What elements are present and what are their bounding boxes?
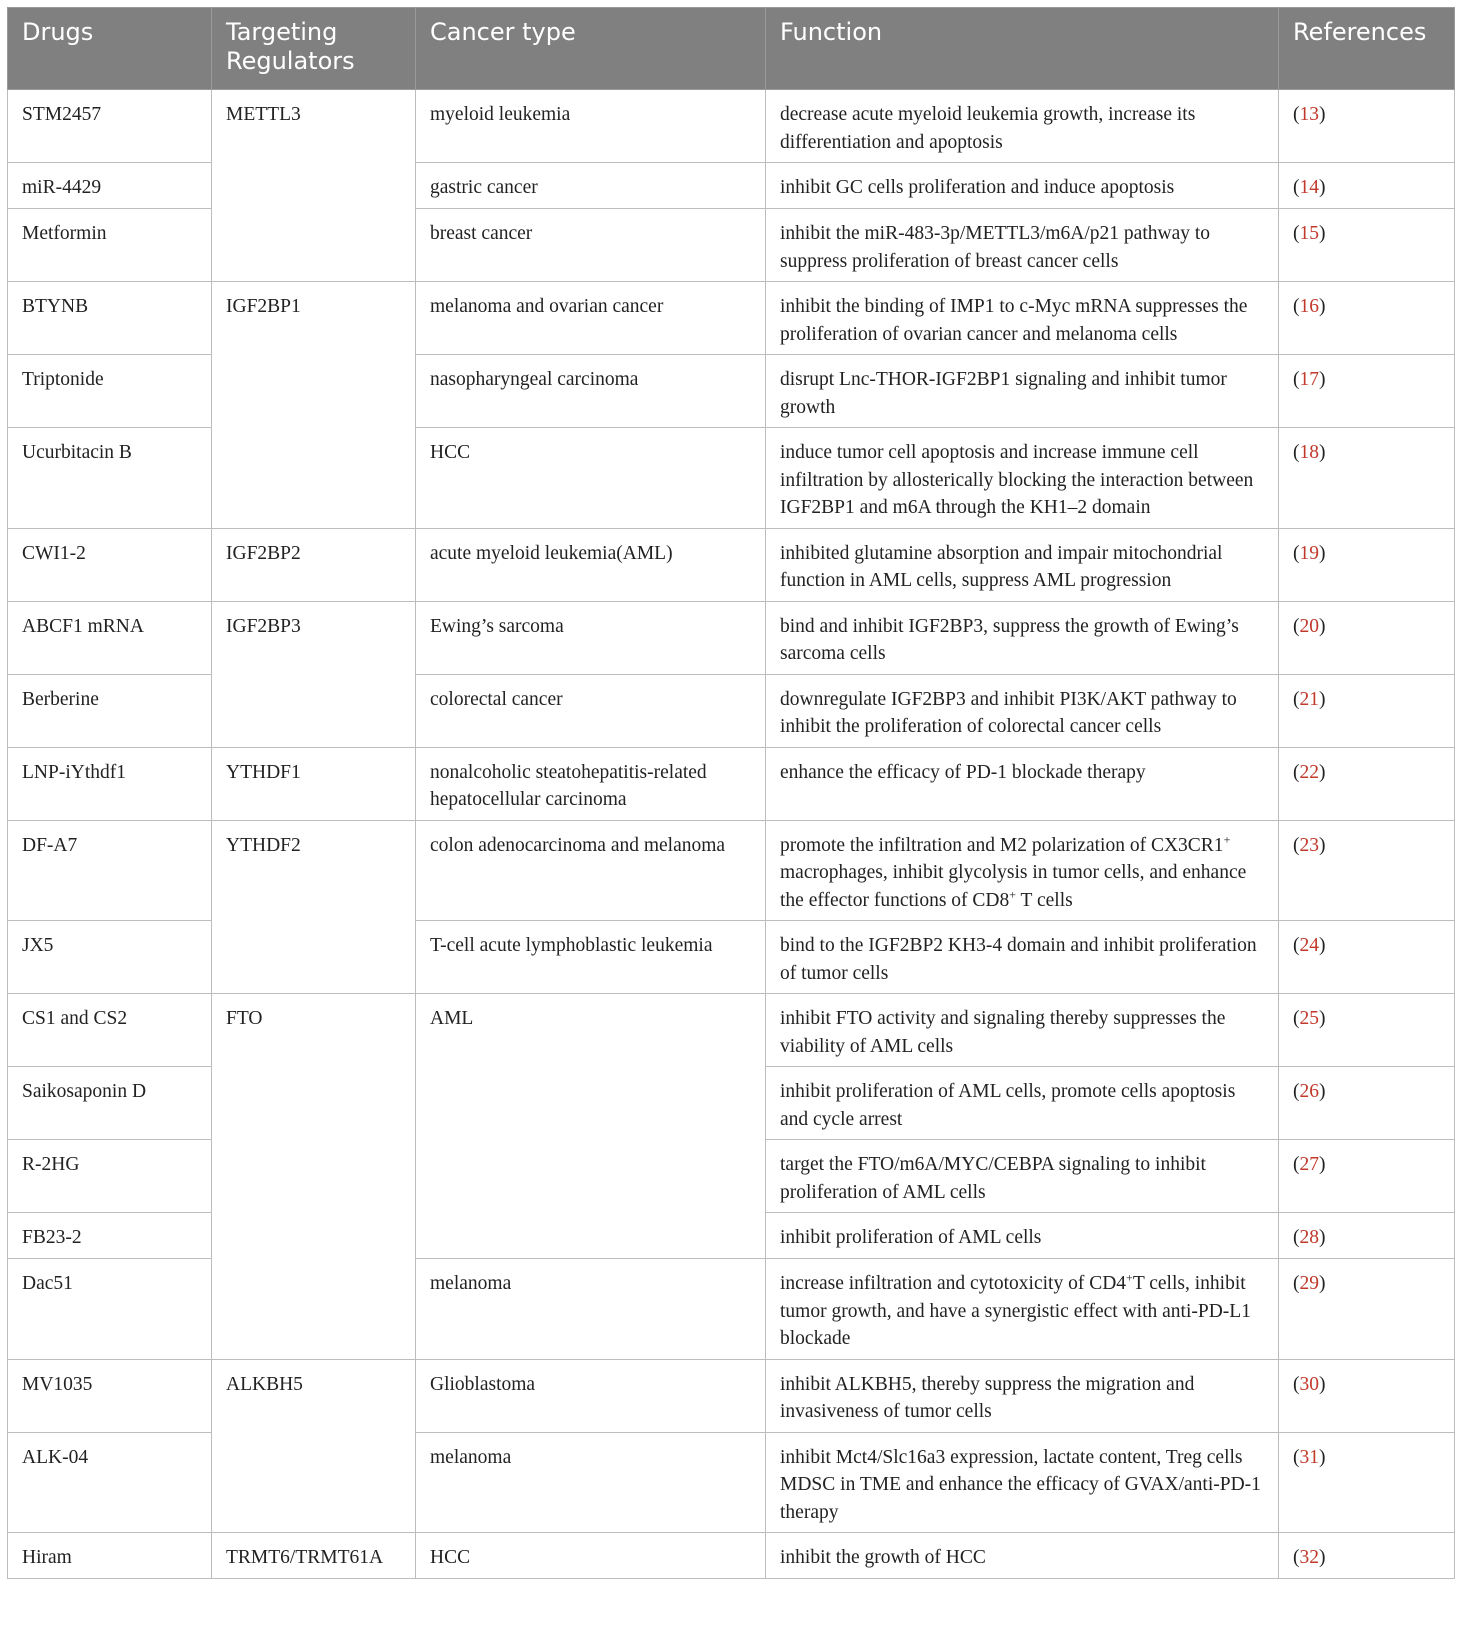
reference-link[interactable]: 32 [1299,1547,1319,1568]
reference-cell: (22) [1279,747,1455,820]
drug-cell: STM2457 [8,90,212,163]
header-row [8,8,1455,90]
cancer-cell: gastric cancer [416,163,766,209]
target-cell: ALKBH5 [212,1359,416,1533]
reference-cell: (14) [1279,163,1455,209]
reference-link[interactable]: 21 [1299,688,1319,710]
drug-cell: Hiram [8,1533,212,1579]
reference-cell: (24) [1279,921,1455,994]
table-container [7,7,1454,1579]
reference-cell: (17) [1279,355,1455,428]
table-row [8,1359,1455,1432]
table-row [8,1533,1455,1579]
reference-link[interactable]: 22 [1299,761,1319,783]
reference-cell: (30) [1279,1359,1455,1432]
target-cell: IGF2BP1 [212,282,416,529]
target-cell: IGF2BP3 [212,601,416,747]
table-row [8,90,1455,163]
function-cell: downregulate IGF2BP3 and inhibit PI3K/AKT pathway to inhibit the proliferation of colorectal cancer cells [766,674,1279,747]
reference-link[interactable]: 17 [1299,369,1319,390]
cancer-cell: Ewing’s sarcoma [416,601,766,674]
reference-link[interactable]: 31 [1299,1446,1319,1468]
reference-link[interactable]: 15 [1299,223,1319,244]
drug-cell: LNP-iYthdf1 [8,747,212,820]
drug-cell: Saikosaponin D [8,1067,212,1140]
cancer-cell: nasopharyngeal carcinoma [416,355,766,428]
function-cell: inhibit the miR-483-3p/METTL3/m6A/p21 pathway to suppress proliferation of breast cancer cells [766,209,1279,282]
cancer-cell: T-cell acute lymphoblastic leukemia [416,921,766,994]
cancer-cell: HCC [416,428,766,529]
function-cell: induce tumor cell apoptosis and increase immune cell infiltration by allosterically blocking the interaction between IGF2BP1 and m6A through the KH1–2 domain [766,428,1279,529]
table-row [8,282,1455,355]
cancer-cell: AML [416,994,766,1259]
drug-cell: ABCF1 mRNA [8,601,212,674]
drug-cell: Ucurbitacin B [8,428,212,529]
drug-cell: JX5 [8,921,212,994]
cancer-cell: acute myeloid leukemia(AML) [416,528,766,601]
cancer-cell: melanoma and ovarian cancer [416,282,766,355]
reference-link[interactable]: 13 [1299,104,1319,125]
header-cancer-type: Cancer type [416,8,766,90]
reference-link[interactable]: 27 [1299,1154,1319,1175]
reference-link[interactable]: 25 [1299,1008,1319,1029]
cancer-cell: melanoma [416,1259,766,1360]
function-cell: inhibit Mct4/Slc16a3 expression, lactate content, Treg cells MDSC in TME and enhance the efficacy of GVAX/anti-PD-1 therapy [766,1432,1279,1533]
reference-cell: (25) [1279,994,1455,1067]
reference-link[interactable]: 29 [1299,1273,1319,1294]
target-cell: METTL3 [212,90,416,282]
function-cell: decrease acute myeloid leukemia growth, increase its differentiation and apoptosis [766,90,1279,163]
target-cell: YTHDF2 [212,820,416,994]
target-cell: YTHDF1 [212,747,416,820]
header-drugs: Drugs [8,8,212,90]
reference-cell: (26) [1279,1067,1455,1140]
reference-cell: (19) [1279,528,1455,601]
drug-cell: Dac51 [8,1259,212,1360]
reference-link[interactable]: 18 [1299,442,1319,463]
cancer-cell: nonalcoholic steatohepatitis-related hepatocellular carcinoma [416,747,766,820]
reference-cell: (16) [1279,282,1455,355]
reference-link[interactable]: 23 [1299,834,1319,856]
function-cell: target the FTO/m6A/MYC/CEBPA signaling to inhibit proliferation of AML cells [766,1140,1279,1213]
drug-cell: Metformin [8,209,212,282]
drug-cell: BTYNB [8,282,212,355]
drug-table [7,7,1455,1579]
reference-link[interactable]: 14 [1299,177,1319,198]
table-row [8,994,1455,1067]
reference-link[interactable]: 20 [1299,615,1319,637]
reference-link[interactable]: 19 [1299,542,1319,564]
drug-cell: DF-A7 [8,820,212,921]
drug-cell: CS1 and CS2 [8,994,212,1067]
cancer-cell: HCC [416,1533,766,1579]
reference-link[interactable]: 30 [1299,1373,1319,1395]
function-cell: inhibit GC cells proliferation and induce apoptosis [766,163,1279,209]
reference-link[interactable]: 28 [1299,1227,1319,1248]
drug-cell: R-2HG [8,1140,212,1213]
drug-cell: CWI1-2 [8,528,212,601]
reference-cell: (29) [1279,1259,1455,1360]
drug-cell: Triptonide [8,355,212,428]
reference-cell: (27) [1279,1140,1455,1213]
target-cell: FTO [212,994,416,1360]
function-cell: disrupt Lnc-THOR-IGF2BP1 signaling and inhibit tumor growth [766,355,1279,428]
function-cell: enhance the efficacy of PD-1 blockade therapy [766,747,1279,820]
cancer-cell: colorectal cancer [416,674,766,747]
cancer-cell: Glioblastoma [416,1359,766,1432]
function-cell: inhibit proliferation of AML cells, promote cells apoptosis and cycle arrest [766,1067,1279,1140]
function-cell: inhibit proliferation of AML cells [766,1213,1279,1259]
drug-cell: FB23-2 [8,1213,212,1259]
table-row [8,528,1455,601]
target-cell: TRMT6/TRMT61A [212,1533,416,1579]
function-cell: inhibit FTO activity and signaling thereby suppresses the viability of AML cells [766,994,1279,1067]
reference-cell: (15) [1279,209,1455,282]
function-cell: bind and inhibit IGF2BP3, suppress the growth of Ewing’s sarcoma cells [766,601,1279,674]
target-cell: IGF2BP2 [212,528,416,601]
drug-cell: MV1035 [8,1359,212,1432]
reference-cell: (32) [1279,1533,1455,1579]
cancer-cell: melanoma [416,1432,766,1533]
drug-cell: miR-4429 [8,163,212,209]
table-row [8,747,1455,820]
function-cell: inhibited glutamine absorption and impair mitochondrial function in AML cells, suppress AML progression [766,528,1279,601]
function-cell: promote the infiltration and M2 polarization of CX3CR1+ macrophages, inhibit glycolysis in tumor cells, and enhance the effector functions of CD8+ T cells [766,820,1279,921]
function-cell: increase infiltration and cytotoxicity of CD4+T cells, inhibit tumor growth, and have a synergistic effect with anti-PD-L1 blockade [766,1259,1279,1360]
function-cell: bind to the IGF2BP2 KH3-4 domain and inhibit proliferation of tumor cells [766,921,1279,994]
function-cell: inhibit ALKBH5, thereby suppress the migration and invasiveness of tumor cells [766,1359,1279,1432]
header-targeting-regulators: Targeting Regulators [212,8,416,90]
reference-cell: (20) [1279,601,1455,674]
reference-link[interactable]: 24 [1299,935,1319,956]
function-cell: inhibit the binding of IMP1 to c-Myc mRNA suppresses the proliferation of ovarian cancer and melanoma cells [766,282,1279,355]
cancer-cell: myeloid leukemia [416,90,766,163]
cancer-cell: colon adenocarcinoma and melanoma [416,820,766,921]
drug-cell: Berberine [8,674,212,747]
reference-cell: (13) [1279,90,1455,163]
cancer-cell: breast cancer [416,209,766,282]
table-row [8,601,1455,674]
table-row [8,820,1455,921]
reference-link[interactable]: 26 [1299,1081,1319,1102]
reference-link[interactable]: 16 [1299,296,1319,317]
function-cell: inhibit the growth of HCC [766,1533,1279,1579]
drug-cell: ALK-04 [8,1432,212,1533]
header-function: Function [766,8,1279,90]
reference-cell: (21) [1279,674,1455,747]
reference-cell: (23) [1279,820,1455,921]
reference-cell: (18) [1279,428,1455,529]
header-references: References [1279,8,1455,90]
reference-cell: (31) [1279,1432,1455,1533]
reference-cell: (28) [1279,1213,1455,1259]
